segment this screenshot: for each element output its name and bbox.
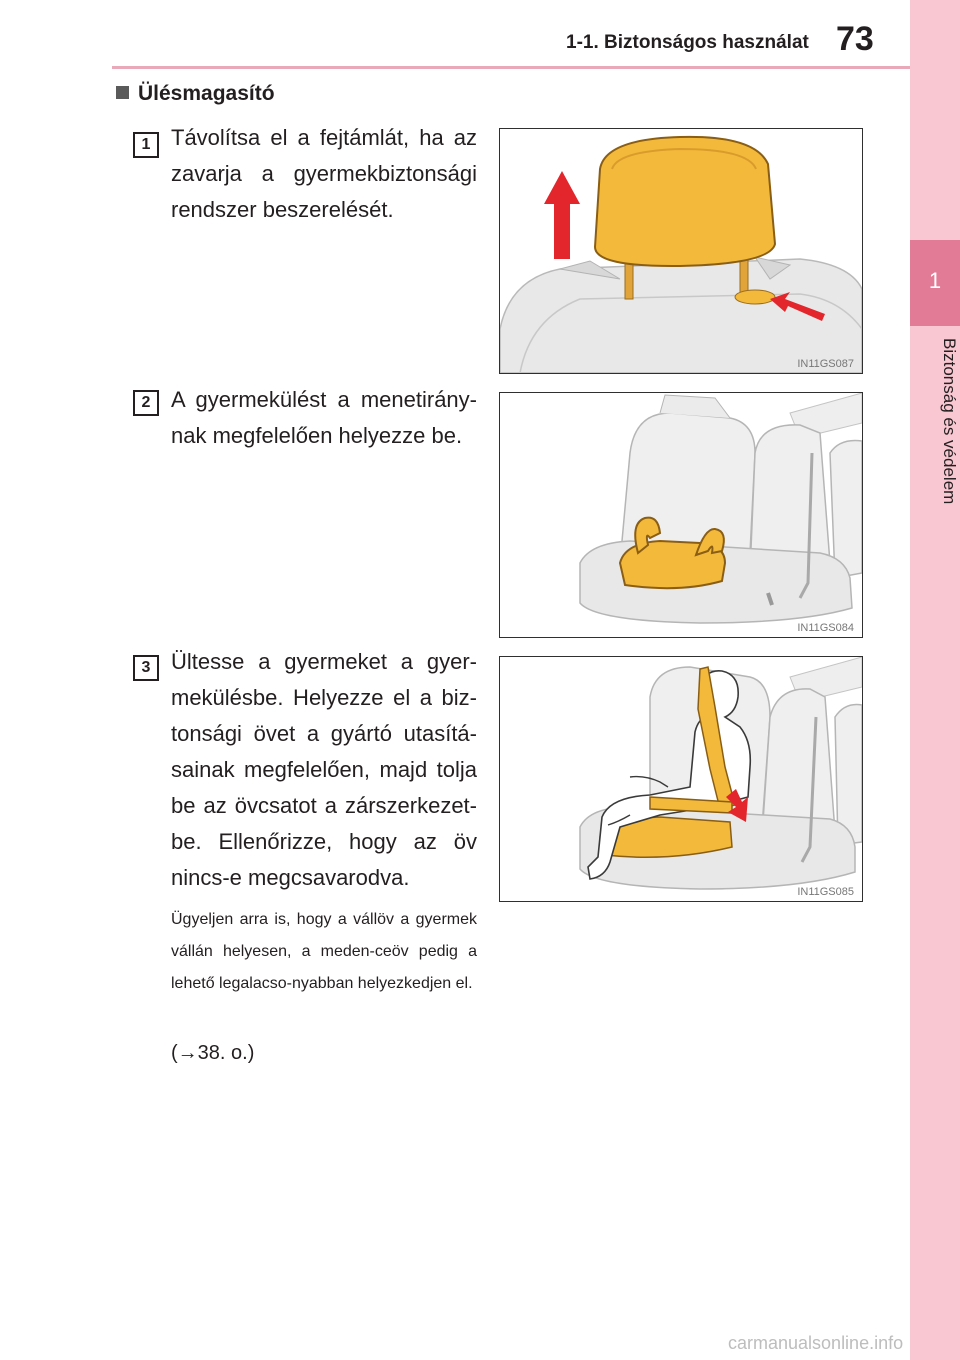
figure-headrest-removal bbox=[499, 128, 863, 374]
header-divider bbox=[112, 66, 910, 69]
bullet-square-icon bbox=[116, 86, 129, 99]
figure-code: IN11GS087 bbox=[797, 358, 854, 370]
page-reference: (→38. o.) bbox=[171, 1042, 255, 1064]
step-number-1: 1 bbox=[133, 132, 159, 158]
chapter-side-tab bbox=[910, 0, 960, 1360]
chapter-number: 1 bbox=[928, 268, 942, 293]
figure-code: IN11GS084 bbox=[797, 622, 854, 634]
page-number: 73 bbox=[836, 20, 874, 58]
watermark: carmanualsonline.info bbox=[728, 1333, 904, 1353]
section-header-title: 1-1. Biztonságos használat bbox=[566, 32, 809, 53]
section-heading-text: Ülésmagasító bbox=[138, 82, 275, 105]
step-number-3: 3 bbox=[133, 655, 159, 681]
child-seated-illustration bbox=[500, 657, 862, 901]
up-arrow-icon bbox=[544, 171, 580, 259]
chapter-title: Biztonság és védelem bbox=[940, 338, 959, 505]
step-3-note: Ügyeljen arra is, hogy a vállöv a gyermek vállán helyesen, a meden-ceöv pedig a lehető legalacso-nyabban helyezkedjen el. bbox=[171, 911, 477, 992]
figure-booster-placement bbox=[499, 392, 863, 638]
step-2-text: A gyermekülést a menetirány-nak megfelelően helyezze be. bbox=[171, 387, 477, 448]
section-heading bbox=[116, 82, 275, 106]
figure-code: IN11GS085 bbox=[797, 886, 854, 898]
figure-child-seated bbox=[499, 656, 863, 902]
headrest-removal-illustration bbox=[500, 129, 862, 373]
step-1-text: Távolítsa el a fejtámlát, ha az zavarja a gyermekbiztonsági rendszer beszerelését. bbox=[171, 125, 477, 222]
step-3-text: Ültesse a gyermeket a gyer-mekülésbe. Helyezze el a biz-tonsági övet a gyártó utasítá-sainak megfelelően, majd tolja be az övcsatot a zárszerkezet-be. Ellenőrizze, hogy az öv nincs-e megcsavarodva. bbox=[171, 649, 477, 890]
step-number-2: 2 bbox=[133, 390, 159, 416]
booster-placement-illustration bbox=[500, 393, 862, 637]
